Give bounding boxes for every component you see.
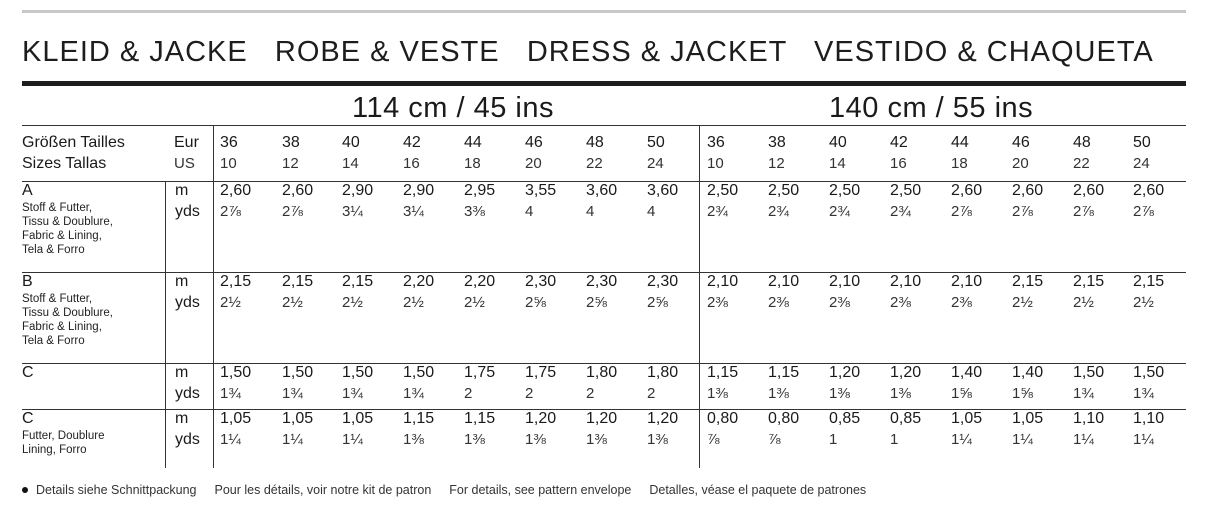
yards-value: 1⅜ (647, 431, 668, 448)
column-divider (699, 125, 700, 468)
metres-value: 2,50 (890, 182, 922, 199)
size-us: 20 (1012, 155, 1029, 172)
yards-value: 1⅜ (403, 431, 424, 448)
metres-value: 1,50 (342, 364, 374, 381)
metres-value: 0,80 (707, 410, 739, 427)
metres-value: 3,55 (525, 182, 557, 199)
yards-value: 4 (586, 203, 595, 220)
size-eur: 38 (768, 134, 786, 151)
yards-value: 2 (464, 385, 473, 402)
yards-value: 1¼ (1133, 431, 1154, 448)
yards-value: 1⅜ (768, 385, 789, 402)
metres-value: 1,50 (282, 364, 314, 381)
metres-value: 2,60 (1073, 182, 1105, 199)
metres-value: 1,20 (829, 364, 861, 381)
yards-value: 2¾ (768, 203, 789, 220)
metres-value: 2,50 (768, 182, 800, 199)
size-us: 22 (586, 155, 603, 172)
unit-m: m (175, 364, 189, 381)
metres-value: 2,60 (282, 182, 314, 199)
page-title: KLEID & JACKE ROBE & VESTE DRESS & JACKET VESTIDO & CHAQUETA (22, 36, 1154, 68)
yards-value: 2¾ (707, 203, 728, 220)
yards-value: 1¼ (1073, 431, 1094, 448)
size-eur: 36 (707, 134, 725, 151)
yards-value: 2½ (1133, 294, 1154, 311)
metres-value: 1,15 (768, 364, 800, 381)
metres-value: 2,10 (768, 273, 800, 290)
metres-value: 2,15 (1133, 273, 1165, 290)
metres-value: 2,90 (342, 182, 374, 199)
yards-value: 2⅞ (282, 203, 303, 220)
metres-value: 2,15 (1012, 273, 1044, 290)
size-eur: 44 (951, 134, 969, 151)
footer-note-en: For details, see pattern envelope (449, 483, 632, 497)
metres-value: 1,80 (586, 364, 618, 381)
yards-value: 2⅞ (1133, 203, 1154, 220)
yards-value: 1⅝ (1012, 385, 1033, 402)
size-us: 12 (282, 155, 299, 172)
size-eur: 42 (890, 134, 908, 151)
unit-yds: yds (175, 385, 200, 402)
yards-value: 2⅝ (525, 294, 546, 311)
yards-value: 2¾ (829, 203, 850, 220)
metres-value: 2,50 (829, 182, 861, 199)
yards-value: 1¾ (403, 385, 424, 402)
yards-value: 1¾ (1133, 385, 1154, 402)
unit-yds: yds (175, 431, 200, 448)
metres-value: 1,10 (1073, 410, 1105, 427)
size-eur: 46 (1012, 134, 1030, 151)
size-eur: 48 (586, 134, 604, 151)
unit-m: m (175, 273, 189, 290)
view-label: C (22, 410, 34, 427)
metres-value: 1,10 (1133, 410, 1165, 427)
yards-value: 1¾ (342, 385, 363, 402)
size-label: Größen Tailles (22, 134, 125, 151)
metres-value: 1,20 (890, 364, 922, 381)
metres-value: 1,40 (951, 364, 983, 381)
yards-value: 2⅞ (951, 203, 972, 220)
yards-value: 2½ (1073, 294, 1094, 311)
metres-value: 2,15 (342, 273, 374, 290)
yards-value: 2⅞ (1012, 203, 1033, 220)
yards-value: ⅞ (707, 431, 720, 448)
metres-value: 2,90 (403, 182, 435, 199)
yards-value: 2½ (342, 294, 363, 311)
metres-value: 0,80 (768, 410, 800, 427)
yards-value: 1⅜ (890, 385, 911, 402)
metres-value: 2,10 (951, 273, 983, 290)
yards-value: 4 (525, 203, 534, 220)
table-rule (22, 125, 1186, 126)
metres-value: 1,50 (1073, 364, 1105, 381)
metres-value: 1,05 (342, 410, 374, 427)
yards-value: 1¾ (282, 385, 303, 402)
metres-value: 1,75 (525, 364, 557, 381)
metres-value: 2,30 (586, 273, 618, 290)
yards-value: 2⅜ (829, 294, 850, 311)
size-us: 18 (951, 155, 968, 172)
footer-note-fr: Pour les détails, voir notre kit de patron (214, 483, 432, 497)
size-eur: 46 (525, 134, 543, 151)
metres-value: 2,10 (829, 273, 861, 290)
view-label: B (22, 273, 33, 290)
yards-value: 2 (525, 385, 534, 402)
metres-value: 3,60 (586, 182, 618, 199)
metres-value: 1,20 (586, 410, 618, 427)
yards-value: 1¼ (1012, 431, 1033, 448)
view-description: Stoff & Futter, Tissu & Doublure, Fabric & Lining, Tela & Forro (22, 293, 113, 347)
metres-value: 1,50 (220, 364, 252, 381)
view-description: Stoff & Futter, Tissu & Doublure, Fabric & Lining, Tela & Forro (22, 202, 113, 256)
metres-value: 2,60 (220, 182, 252, 199)
column-divider (165, 182, 166, 468)
metres-value: 0,85 (890, 410, 922, 427)
yards-value: ⅞ (768, 431, 781, 448)
eur-label: Eur (174, 134, 199, 151)
size-eur: 50 (1133, 134, 1151, 151)
metres-value: 2,10 (890, 273, 922, 290)
metres-value: 1,15 (403, 410, 435, 427)
size-us: 22 (1073, 155, 1090, 172)
size-eur: 50 (647, 134, 665, 151)
yards-value: 4 (647, 203, 656, 220)
yards-value: 1⅝ (951, 385, 972, 402)
size-us: 10 (707, 155, 724, 172)
yards-value: 1¾ (1073, 385, 1094, 402)
metres-value: 2,60 (1012, 182, 1044, 199)
metres-value: 0,85 (829, 410, 861, 427)
yards-value: 2⅜ (951, 294, 972, 311)
metres-value: 2,15 (1073, 273, 1105, 290)
yards-value: 2⅜ (890, 294, 911, 311)
metres-value: 1,50 (1133, 364, 1165, 381)
yards-value: 1¾ (220, 385, 241, 402)
yards-value: 3¼ (342, 203, 363, 220)
unit-yds: yds (175, 203, 200, 220)
size-us: 16 (403, 155, 420, 172)
size-us: 14 (342, 155, 359, 172)
yards-value: 2⅜ (768, 294, 789, 311)
yards-value: 1 (890, 431, 899, 448)
column-divider (213, 125, 214, 468)
size-eur: 44 (464, 134, 482, 151)
footer-note-es: Detalles, véase el paquete de patrones (649, 483, 867, 497)
metres-value: 2,30 (525, 273, 557, 290)
view-label: C (22, 364, 34, 381)
size-us: 12 (768, 155, 785, 172)
yards-value: 1⅜ (464, 431, 485, 448)
width-header-140: 140 cm / 55 ins (829, 92, 1034, 124)
unit-yds: yds (175, 294, 200, 311)
yards-value: 2 (586, 385, 595, 402)
metres-value: 1,05 (1012, 410, 1044, 427)
yards-value: 2⅞ (220, 203, 241, 220)
yards-value: 3⅜ (464, 203, 485, 220)
metres-value: 2,30 (647, 273, 679, 290)
footer-note-de: Details siehe Schnittpackung (36, 483, 197, 497)
size-us: 24 (647, 155, 664, 172)
size-eur: 38 (282, 134, 300, 151)
yards-value: 2¾ (890, 203, 911, 220)
yards-value: 2 (647, 385, 656, 402)
yards-value: 2½ (1012, 294, 1033, 311)
metres-value: 1,75 (464, 364, 496, 381)
metres-value: 2,10 (707, 273, 739, 290)
yards-value: 1¼ (342, 431, 363, 448)
metres-value: 2,50 (707, 182, 739, 199)
yards-value: 2⅜ (707, 294, 728, 311)
size-us: 18 (464, 155, 481, 172)
yards-value: 1¼ (220, 431, 241, 448)
size-us: 10 (220, 155, 237, 172)
yards-value: 1⅜ (586, 431, 607, 448)
title-rule (22, 81, 1186, 86)
metres-value: 1,05 (220, 410, 252, 427)
metres-value: 1,50 (403, 364, 435, 381)
yards-value: 3¼ (403, 203, 424, 220)
size-label: Sizes Tallas (22, 155, 107, 172)
metres-value: 1,05 (282, 410, 314, 427)
yards-value: 1 (829, 431, 838, 448)
yards-value: 2⅞ (1073, 203, 1094, 220)
bullet-icon (22, 487, 28, 493)
yards-value: 2⅝ (647, 294, 668, 311)
size-eur: 42 (403, 134, 421, 151)
size-eur: 40 (829, 134, 847, 151)
metres-value: 1,20 (525, 410, 557, 427)
size-us: 24 (1133, 155, 1150, 172)
size-us: 20 (525, 155, 542, 172)
size-us: 14 (829, 155, 846, 172)
metres-value: 2,20 (464, 273, 496, 290)
size-eur: 40 (342, 134, 360, 151)
size-eur: 48 (1073, 134, 1091, 151)
metres-value: 1,15 (707, 364, 739, 381)
yards-value: 2½ (282, 294, 303, 311)
size-eur: 36 (220, 134, 238, 151)
metres-value: 2,15 (282, 273, 314, 290)
size-us: 16 (890, 155, 907, 172)
metres-value: 2,15 (220, 273, 252, 290)
view-description: Futter, Doublure Lining, Forro (22, 430, 105, 456)
metres-value: 2,60 (951, 182, 983, 199)
width-header-114: 114 cm / 45 ins (352, 92, 555, 124)
metres-value: 1,15 (464, 410, 496, 427)
metres-value: 1,40 (1012, 364, 1044, 381)
yards-value: 1¼ (282, 431, 303, 448)
yards-value: 1⅜ (829, 385, 850, 402)
metres-value: 2,60 (1133, 182, 1165, 199)
metres-value: 1,20 (647, 410, 679, 427)
unit-m: m (175, 182, 189, 199)
yards-value: 1¼ (951, 431, 972, 448)
metres-value: 3,60 (647, 182, 679, 199)
yards-value: 2½ (220, 294, 241, 311)
footer-notes (22, 483, 884, 497)
us-label: US (174, 155, 195, 172)
yards-value: 1⅜ (707, 385, 728, 402)
yards-value: 1⅜ (525, 431, 546, 448)
unit-m: m (175, 410, 189, 427)
metres-value: 2,95 (464, 182, 496, 199)
yards-value: 2½ (403, 294, 424, 311)
yards-value: 2½ (464, 294, 485, 311)
metres-value: 1,80 (647, 364, 679, 381)
metres-value: 1,05 (951, 410, 983, 427)
yards-value: 2⅝ (586, 294, 607, 311)
metres-value: 2,20 (403, 273, 435, 290)
top-rule (22, 10, 1186, 13)
view-label: A (22, 182, 33, 199)
